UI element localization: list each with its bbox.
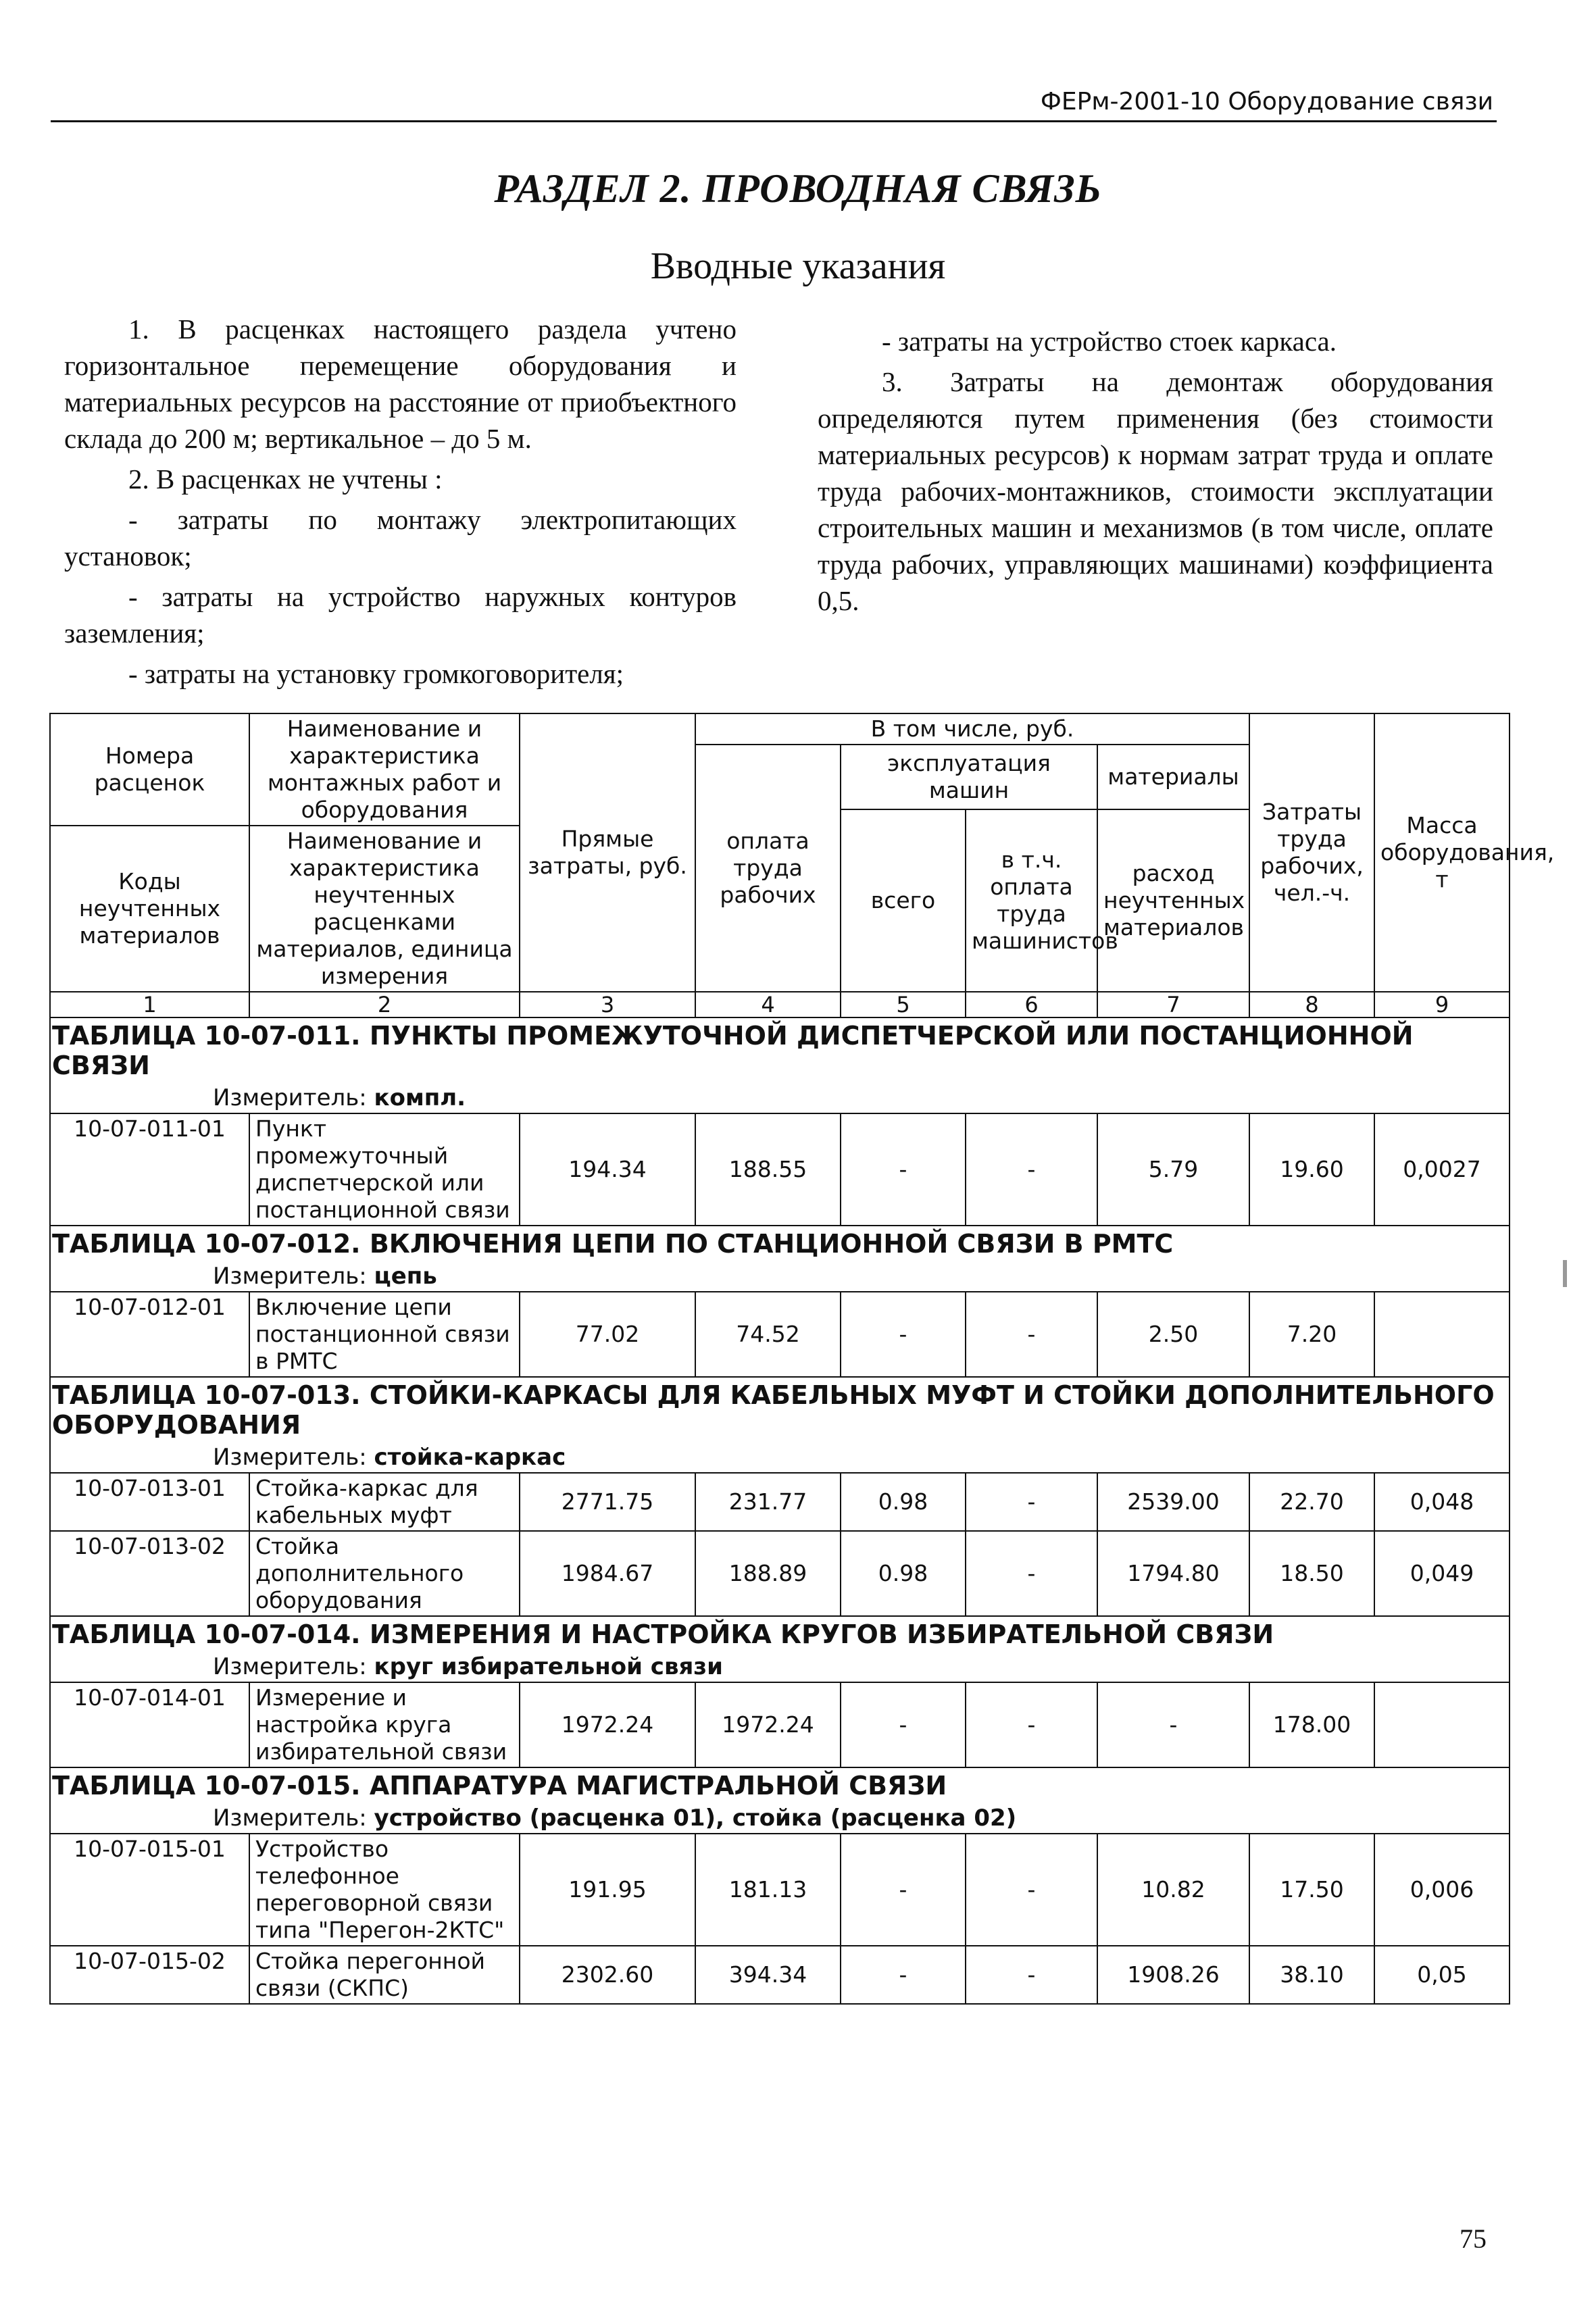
value-direct: 194.34 — [520, 1113, 695, 1226]
rate-name: Стойка дополнительного оборудования — [249, 1531, 520, 1616]
value-mach-labor: - — [966, 1113, 1097, 1226]
intro-paragraph: - затраты на установку громкоговорителя; — [128, 658, 624, 689]
table-title: ТАБЛИЦА 10-07-014. ИЗМЕРЕНИЯ И НАСТРОЙКА КРУГОВ ИЗБИРАТЕЛЬНОЙ СВЯЗИ — [50, 1616, 1510, 1652]
section-title: РАЗДЕЛ 2. ПРОВОДНАЯ СВЯЗЬ — [494, 166, 1102, 211]
value-mass: 0,05 — [1374, 1946, 1510, 2004]
intro-title: Вводные указания — [650, 245, 946, 287]
value-mach: - — [841, 1292, 966, 1377]
value-labor: 188.55 — [695, 1113, 841, 1226]
unit-label: Измеритель: — [213, 1444, 367, 1471]
value-hours: 178.00 — [1249, 1682, 1374, 1767]
value-labor: 231.77 — [695, 1473, 841, 1531]
table-row — [50, 1473, 1510, 1531]
value-mass: 0,048 — [1374, 1473, 1510, 1531]
intro-paragraph: 3. Затраты на демонтаж оборудования определяются путем применения (без стоимости материальных ресурсов) к нормам затрат труда и оплате труда рабочих-монтажников, стоимости эксплуатации строительных машин и механизмов (в том числе, оплате труда рабочих, управляющих машинами) коэффициента 0,5. — [818, 366, 1493, 616]
value-hours: 7.20 — [1249, 1292, 1374, 1377]
value-direct: 2771.75 — [520, 1473, 695, 1531]
table-title: ТАБЛИЦА 10-07-015. АППАРАТУРА МАГИСТРАЛЬНОЙ СВЯЗИ — [50, 1767, 1510, 1803]
table-row — [50, 1531, 1510, 1616]
value-mach-labor: - — [966, 1292, 1097, 1377]
value-labor: 74.52 — [695, 1292, 841, 1377]
value-labor: 394.34 — [695, 1946, 841, 2004]
value-mach: 0.98 — [841, 1473, 966, 1531]
value-hours: 17.50 — [1249, 1834, 1374, 1946]
unit-value: компл. — [374, 1084, 466, 1111]
table-unit — [50, 1652, 1510, 1682]
header-direct-costs: Прямые затраты, руб. — [520, 713, 695, 992]
value-mass — [1374, 1292, 1510, 1377]
unit-label: Измеритель: — [213, 1084, 367, 1111]
value-materials: 1794.80 — [1097, 1531, 1249, 1616]
intro-paragraph: - затраты на устройство наружных контуров заземления; — [64, 581, 737, 649]
value-mass: 0,006 — [1374, 1834, 1510, 1946]
unit-value: устройство (расценка 01), стойка (расценка 02) — [374, 1805, 1017, 1832]
header-materials-unaccounted: расход неучтенных материалов — [1097, 809, 1249, 992]
rate-name: Пункт промежуточный диспетчерской или постанционной связи — [249, 1113, 520, 1226]
value-mach-labor: - — [966, 1682, 1097, 1767]
column-number: 9 — [1374, 992, 1510, 1017]
rate-name: Включение цепи постанционной связи в РМТС — [249, 1292, 520, 1377]
value-hours: 22.70 — [1249, 1473, 1374, 1531]
column-numbers-row — [50, 992, 1510, 1017]
intro-paragraph: - затраты по монтажу электропитающих установок; — [64, 504, 737, 572]
table-row — [50, 1946, 1510, 2004]
rate-code: 10-07-013-02 — [50, 1531, 249, 1616]
value-hours: 18.50 — [1249, 1531, 1374, 1616]
column-number: 8 — [1249, 992, 1374, 1017]
column-number: 2 — [249, 992, 520, 1017]
value-mach: - — [841, 1834, 966, 1946]
value-materials: 1908.26 — [1097, 1946, 1249, 2004]
value-hours: 19.60 — [1249, 1113, 1374, 1226]
unit-value: круг избирательной связи — [374, 1653, 723, 1680]
value-mach: 0.98 — [841, 1531, 966, 1616]
intro-paragraph: - затраты на устройство стоек каркаса. — [882, 326, 1337, 357]
unit-value: цепь — [374, 1263, 437, 1290]
value-direct: 77.02 — [520, 1292, 695, 1377]
unit-label: Измеритель: — [213, 1805, 367, 1832]
column-number: 6 — [966, 992, 1097, 1017]
value-materials: 5.79 — [1097, 1113, 1249, 1226]
header-machines-labor: в т.ч. оплата труда машинистов — [966, 809, 1097, 992]
header-name: Наименование и характеристика монтажных работ и оборудования — [249, 713, 520, 826]
header-labor-hours: Затраты труда рабочих, чел.-ч. — [1249, 713, 1374, 992]
value-materials: - — [1097, 1682, 1249, 1767]
intro-paragraph: 1. В расценках настоящего раздела учтено горизонтальное перемещение оборудования и материальных ресурсов на расстояние от приобъектного склада до 200 м; вертикальное – до 5 м. — [64, 313, 737, 454]
value-direct: 191.95 — [520, 1834, 695, 1946]
rate-name: Измерение и настройка круга избирательной связи — [249, 1682, 520, 1767]
header-including: В том числе, руб. — [695, 713, 1249, 745]
rate-code: 10-07-015-02 — [50, 1946, 249, 2004]
running-header: ФЕРм-2001-10 Оборудование связи — [1040, 88, 1493, 116]
column-number: 5 — [841, 992, 966, 1017]
value-mach: - — [841, 1113, 966, 1226]
header-machines-total: всего — [841, 809, 966, 992]
value-labor: 1972.24 — [695, 1682, 841, 1767]
table-row — [50, 1834, 1510, 1946]
rate-code: 10-07-014-01 — [50, 1682, 249, 1767]
table-unit — [50, 1442, 1510, 1473]
value-mass: 0,049 — [1374, 1531, 1510, 1616]
table-row — [50, 1682, 1510, 1767]
value-labor: 188.89 — [695, 1531, 841, 1616]
rate-name: Устройство телефонное переговорной связи типа "Перегон-2КТС" — [249, 1834, 520, 1946]
header-name-unaccounted: Наименование и характеристика неучтенных расценками материалов, единица измерения — [249, 826, 520, 992]
intro-paragraph: 2. В расценках не учтены : — [128, 463, 443, 495]
value-hours: 38.10 — [1249, 1946, 1374, 2004]
header-codes: Номера расценок — [50, 713, 249, 826]
header-codes-unaccounted: Коды неучтенных материалов — [50, 826, 249, 992]
value-mach-labor: - — [966, 1473, 1097, 1531]
value-direct: 1984.67 — [520, 1531, 695, 1616]
header-rule — [51, 120, 1497, 122]
value-mass: 0,0027 — [1374, 1113, 1510, 1226]
column-number: 7 — [1097, 992, 1249, 1017]
scan-speck — [1563, 1260, 1567, 1287]
value-mach-labor: - — [966, 1531, 1097, 1616]
rate-code: 10-07-011-01 — [50, 1113, 249, 1226]
rate-code: 10-07-013-01 — [50, 1473, 249, 1531]
table-unit — [50, 1261, 1510, 1292]
unit-value: стойка-каркас — [374, 1444, 566, 1471]
rate-name: Стойка-каркас для кабельных муфт — [249, 1473, 520, 1531]
value-mass — [1374, 1682, 1510, 1767]
table-title: ТАБЛИЦА 10-07-013. СТОЙКИ-КАРКАСЫ ДЛЯ КАБЕЛЬНЫХ МУФТ И СТОЙКИ ДОПОЛНИТЕЛЬНОГО ОБОРУДОВАНИЯ — [50, 1377, 1510, 1442]
unit-label: Измеритель: — [213, 1263, 367, 1290]
value-mach-labor: - — [966, 1946, 1097, 2004]
header-equipment-mass: Масса оборудования, т — [1374, 713, 1510, 992]
value-labor: 181.13 — [695, 1834, 841, 1946]
intro-right-column — [818, 323, 1493, 623]
table-title: ТАБЛИЦА 10-07-012. ВКЛЮЧЕНИЯ ЦЕПИ ПО СТАНЦИОННОЙ СВЯЗИ В РМТС — [50, 1226, 1510, 1261]
rate-code: 10-07-012-01 — [50, 1292, 249, 1377]
header-labor-pay: оплата труда рабочих — [695, 745, 841, 992]
column-number: 1 — [50, 992, 249, 1017]
intro-left-column — [64, 311, 737, 696]
value-mach: - — [841, 1682, 966, 1767]
table-row — [50, 1113, 1510, 1226]
rates-table — [49, 713, 1555, 2005]
page-number: 75 — [1460, 2223, 1487, 2254]
value-direct: 1972.24 — [520, 1682, 695, 1767]
table-title: ТАБЛИЦА 10-07-011. ПУНКТЫ ПРОМЕЖУТОЧНОЙ ДИСПЕТЧЕРСКОЙ ИЛИ ПОСТАНЦИОННОЙ СВЯЗИ — [50, 1017, 1510, 1083]
value-materials: 10.82 — [1097, 1834, 1249, 1946]
value-materials: 2.50 — [1097, 1292, 1249, 1377]
column-number: 4 — [695, 992, 841, 1017]
table-unit — [50, 1803, 1510, 1834]
column-number: 3 — [520, 992, 695, 1017]
value-mach: - — [841, 1946, 966, 2004]
value-direct: 2302.60 — [520, 1946, 695, 2004]
rate-name: Стойка перегонной связи (СКПС) — [249, 1946, 520, 2004]
value-mach-labor: - — [966, 1834, 1097, 1946]
header-machines: эксплуатация машин — [841, 745, 1097, 809]
unit-label: Измеритель: — [213, 1653, 367, 1680]
header-materials: материалы — [1097, 745, 1249, 809]
table-row — [50, 1292, 1510, 1377]
value-materials: 2539.00 — [1097, 1473, 1249, 1531]
table-unit — [50, 1083, 1510, 1113]
rate-code: 10-07-015-01 — [50, 1834, 249, 1946]
